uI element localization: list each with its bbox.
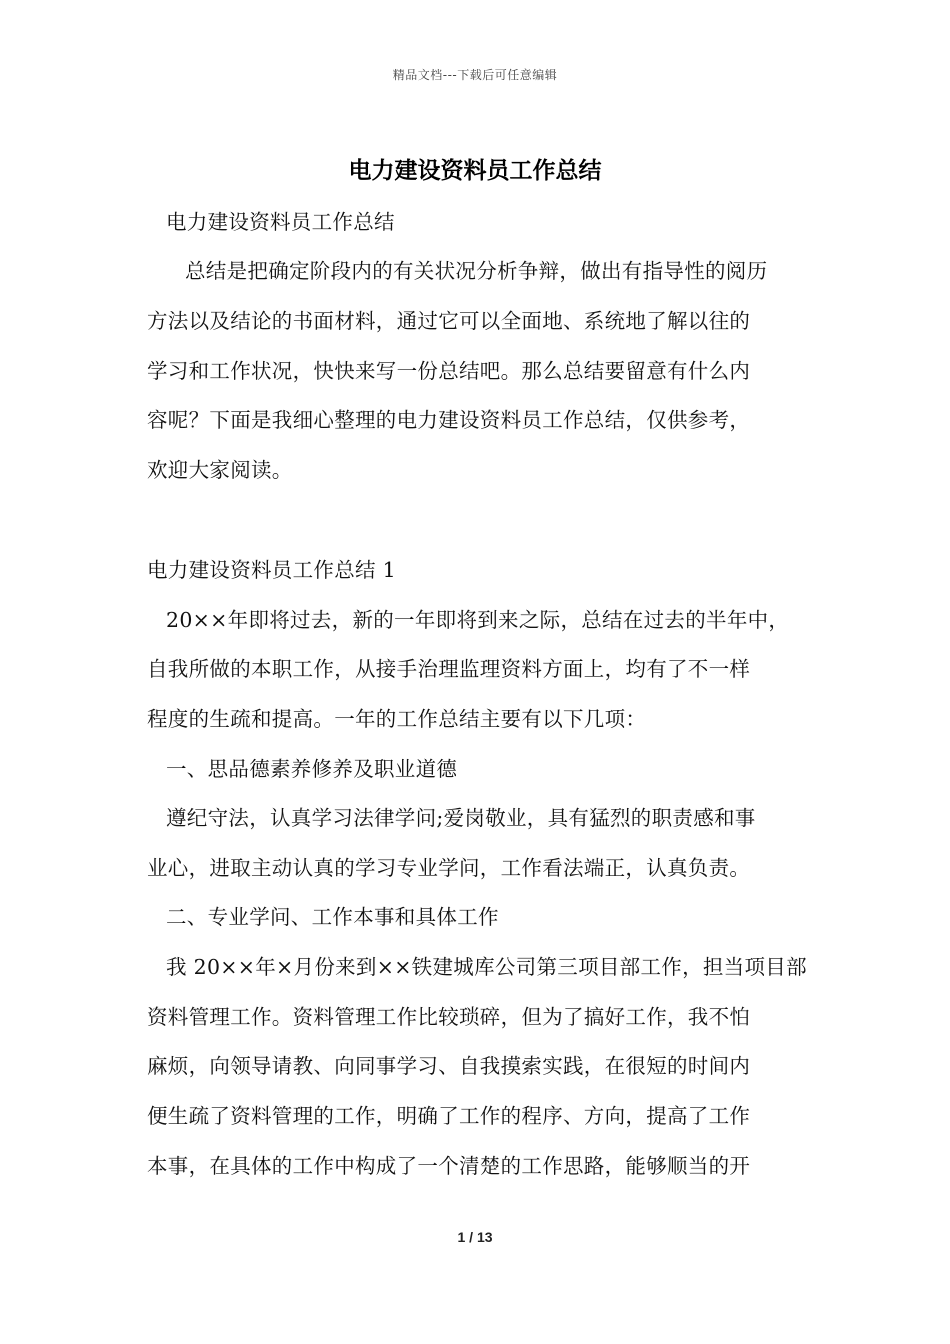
paragraph-line: 资料管理工作。资料管理工作比较琐碎，但为了搞好工作，我不怕: [147, 1005, 751, 1029]
paragraph-line: 容呢？下面是我细心整理的电力建设资料员工作总结，仅供参考，: [147, 408, 751, 432]
paragraph-line: 本事，在具体的工作中构成了一个清楚的工作思路，能够顺当的开: [147, 1154, 751, 1178]
page-header-note: 精品文档---下载后可任意编辑: [392, 68, 558, 82]
paragraph-line: 我 20××年×月份来到××铁建城库公司第三项目部工作，担当项目部: [166, 955, 807, 979]
paragraph-line: 自我所做的本职工作，从接手治理监理资料方面上，均有了不一样: [147, 657, 751, 681]
document-title: 电力建设资料员工作总结: [348, 157, 602, 184]
paragraph-line: 程度的生疏和提高。一年的工作总结主要有以下几项：: [147, 707, 647, 731]
paragraph-line: 总结是把确定阶段内的有关状况分析争辩，做出有指导性的阅历: [185, 259, 768, 283]
paragraph-line: 麻烦，向领导请教、向同事学习、自我摸索实践，在很短的时间内: [147, 1054, 751, 1078]
paragraph-line: 学习和工作状况，快快来写一份总结吧。那么总结要留意有什么内: [147, 359, 751, 383]
page-number: 1 / 13: [457, 1229, 493, 1245]
paragraph-line: 20××年即将过去，新的一年即将到来之际，总结在过去的半年中，: [166, 608, 790, 632]
section-heading: 电力建设资料员工作总结 1: [147, 558, 396, 582]
paragraph-line: 业心，进取主动认真的学习专业学问，工作看法端正，认真负责。: [147, 856, 751, 880]
paragraph-line: 方法以及结论的书面材料，通过它可以全面地、系统地了解以往的: [147, 309, 751, 333]
subheading-line: 一、思品德素养修养及职业道德: [166, 757, 458, 781]
paragraph-line: 欢迎大家阅读。: [147, 458, 293, 482]
paragraph-line: 遵纪守法，认真学习法律学问;爱岗敬业，具有猛烈的职责感和事: [166, 806, 756, 830]
subtitle-line: 电力建设资料员工作总结: [166, 210, 395, 234]
paragraph-line: 便生疏了资料管理的工作，明确了工作的程序、方向，提高了工作: [147, 1104, 751, 1128]
subheading-line: 二、专业学问、工作本事和具体工作: [166, 905, 499, 929]
